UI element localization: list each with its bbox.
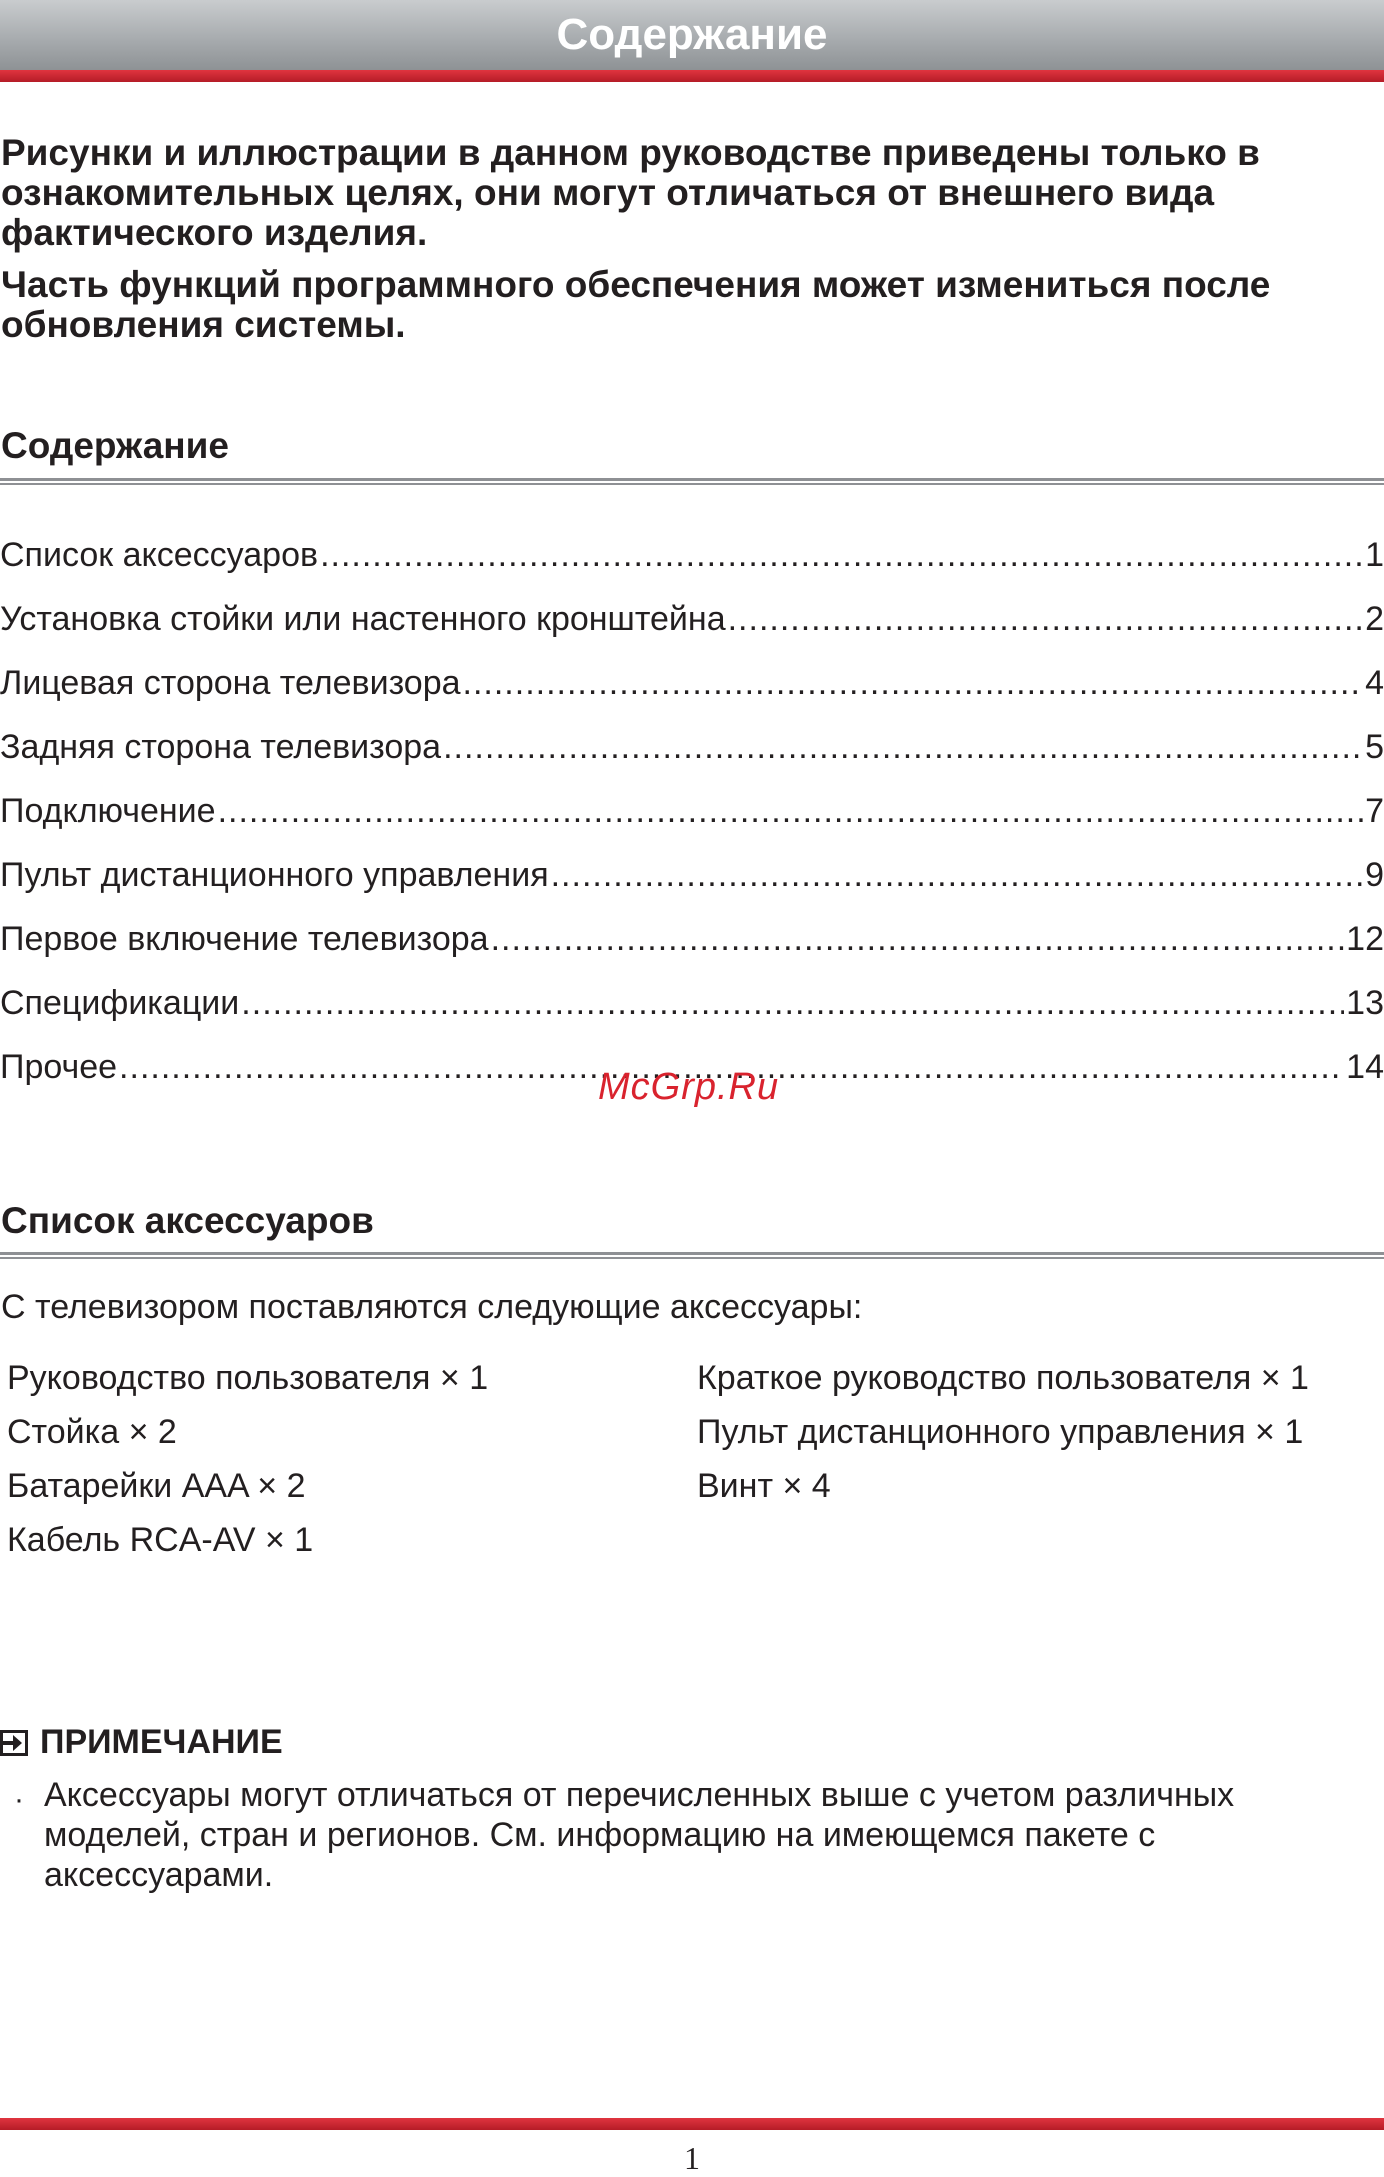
- toc-entry[interactable]: [0, 788, 1384, 852]
- toc-leader-dots: [320, 532, 1363, 578]
- toc-entry-page: 13: [1346, 984, 1384, 1022]
- accessories-left-column: [7, 1355, 488, 1571]
- toc-entry[interactable]: [0, 852, 1384, 916]
- disclaimer-software: Часть функций программного обеспечения может измениться после обновления системы.: [1, 264, 1271, 345]
- toc-entry-page: 5: [1365, 728, 1384, 766]
- toc-entry-title: Пульт дистанционного управления: [0, 856, 549, 894]
- toc-entry[interactable]: [0, 916, 1384, 980]
- note-bullet: ·: [14, 1783, 24, 1816]
- toc-rule: [0, 478, 1384, 485]
- note-heading: [0, 1723, 283, 1762]
- page-header: [0, 0, 1384, 70]
- toc-entry[interactable]: [0, 660, 1384, 724]
- toc-entry-page: 9: [1365, 856, 1384, 894]
- accessories-rule: [0, 1252, 1384, 1259]
- accessories-intro: С телевизором поставляются следующие аксессуары:: [1, 1288, 863, 1326]
- accessory-item: Кабель RCA-AV × 1: [7, 1521, 314, 1559]
- toc-leader-dots: [218, 788, 1363, 834]
- toc-entry-page: 12: [1346, 920, 1384, 958]
- toc-entry[interactable]: [0, 980, 1384, 1044]
- toc-leader-dots: [551, 852, 1363, 898]
- accessories-right-column: [697, 1355, 1309, 1517]
- toc-entry-title: Список аксессуаров: [0, 536, 319, 574]
- accessory-item: Батарейки AAA × 2: [7, 1467, 306, 1505]
- header-red-bar: [0, 70, 1384, 82]
- watermark: McGrp.Ru: [598, 1066, 780, 1108]
- accessory-item: Руководство пользователя × 1: [7, 1359, 489, 1397]
- accessory-item: Краткое руководство пользователя × 1: [697, 1359, 1309, 1397]
- toc-heading: Содержание: [1, 425, 229, 466]
- toc-entry[interactable]: [0, 532, 1384, 596]
- accessory-item: Стойка × 2: [7, 1413, 177, 1451]
- toc-entry-page: 7: [1365, 792, 1384, 830]
- table-of-contents: [0, 532, 1384, 1108]
- footer-red-bar: [0, 2118, 1384, 2130]
- toc-leader-dots: [463, 660, 1364, 706]
- toc-entry-title: Спецификации: [0, 984, 240, 1022]
- toc-entry-page: 2: [1365, 600, 1384, 638]
- toc-entry-title: Прочее: [0, 1048, 118, 1086]
- toc-entry[interactable]: [0, 724, 1384, 788]
- note-arrow-icon: [0, 1728, 30, 1758]
- toc-leader-dots: [241, 980, 1344, 1026]
- note-text: Аксессуары могут отличаться от перечисленных выше с учетом различных моделей, стран и регионов. См. информацию на имеющемся пакете с аксессуарами.: [44, 1776, 1235, 1894]
- toc-entry-title: Установка стойки или настенного кронштейна: [0, 600, 726, 638]
- accessories-heading: Список аксессуаров: [1, 1200, 374, 1241]
- toc-entry-title: Подключение: [0, 792, 216, 830]
- toc-entry-title: Задняя сторона телевизора: [0, 728, 442, 766]
- toc-leader-dots: [443, 724, 1363, 770]
- toc-entry-title: Лицевая сторона телевизора: [0, 664, 461, 702]
- disclaimer: [1, 133, 1381, 357]
- accessory-item: Винт × 4: [697, 1467, 831, 1505]
- toc-leader-dots: [728, 596, 1363, 642]
- disclaimer-illustrations: Рисунки и иллюстрации в данном руководстве приведены только в ознакомительных целях, они могут отличаться от внешнего вида фактического изделия.: [1, 132, 1260, 253]
- note-heading-label: ПРИМЕЧАНИЕ: [40, 1723, 283, 1761]
- header-title: Содержание: [556, 10, 828, 59]
- toc-entry[interactable]: [0, 596, 1384, 660]
- toc-entry-page: 14: [1346, 1048, 1384, 1086]
- toc-entry-title: Первое включение телевизора: [0, 920, 489, 958]
- toc-entry-page: 1: [1365, 536, 1384, 574]
- toc-leader-dots: [491, 916, 1345, 962]
- toc-entry-page: 4: [1365, 664, 1384, 702]
- accessory-item: Пульт дистанционного управления × 1: [697, 1413, 1304, 1451]
- page-number: 1: [684, 2140, 700, 2176]
